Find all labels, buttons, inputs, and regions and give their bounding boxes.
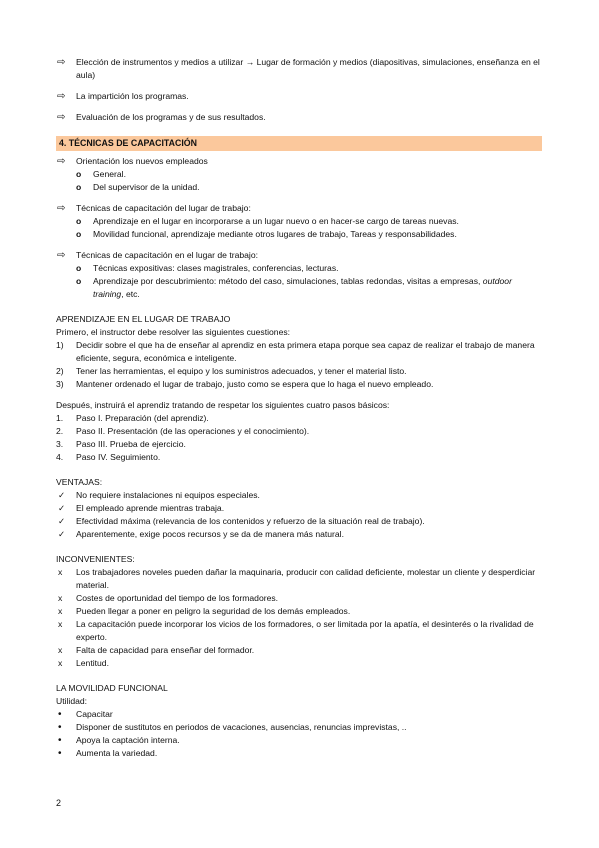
double-arrow-icon: ⇨ — [57, 112, 66, 123]
item-number: 4. — [56, 452, 64, 462]
page-content — [56, 56, 542, 760]
paso-item — [56, 438, 542, 451]
bullet-icon: • — [58, 709, 62, 720]
top-item-2: ⇨ La impartición los programas. — [57, 91, 189, 102]
sub-item: o Movilidad funcional, aprendizaje mediante otros lugares de trabajo, Tareas y responsabilidades. — [76, 229, 457, 239]
sub-item: o General. — [76, 169, 126, 179]
inconveniente-item — [56, 644, 542, 657]
aprendizaje-intro: Primero, el instructor debe resolver las siguientes cuestiones: — [56, 327, 291, 337]
pasos-list — [56, 412, 542, 464]
item-number: 3. — [56, 439, 64, 449]
ventaja-item — [56, 502, 542, 515]
paso-item — [56, 425, 542, 438]
ventaja-item-text: Aparentemente, exige pocos recursos y se da de manera más natural. — [76, 529, 344, 539]
ventajas-list — [56, 489, 542, 541]
inconveniente-item — [56, 592, 542, 605]
ventaja-item — [56, 489, 542, 502]
check-icon: ✓ — [58, 503, 66, 513]
cuestion-item — [56, 365, 542, 378]
inconveniente-item-text: Lentitud. — [76, 658, 109, 668]
page-number: 2 — [56, 798, 62, 808]
cross-icon: x — [58, 619, 63, 629]
movilidad-item — [56, 734, 542, 747]
item-number: 2. — [56, 426, 64, 436]
movilidad-item-text: Apoya la captación interna. — [76, 735, 180, 745]
double-arrow-icon: ⇨ — [57, 91, 66, 102]
ventaja-item — [56, 515, 542, 528]
cross-icon: x — [58, 645, 63, 655]
movilidad-item — [56, 708, 542, 721]
cuestion-item — [56, 378, 542, 391]
circle-bullet-icon: o — [76, 263, 82, 273]
cross-icon: x — [58, 658, 63, 668]
paso-item-text: Paso I. Preparación (del aprendiz). — [76, 413, 209, 423]
ventaja-item — [56, 528, 542, 541]
double-arrow-icon: ⇨ — [57, 250, 66, 261]
circle-bullet-icon: o — [76, 182, 82, 192]
sub-item: o Del supervisor de la unidad. — [76, 182, 200, 192]
section-4-header: 4. TÉCNICAS DE CAPACITACIÓN — [56, 136, 542, 151]
inconvenientes-title: INCONVENIENTES: — [56, 554, 135, 564]
sub-item: o Aprendizaje en el lugar en incorporarse a un lugar nuevo o en hacer-se cargo de tareas nuevas. — [76, 216, 459, 226]
ventaja-item-text: No requiere instalaciones ni equipos especiales. — [76, 490, 260, 500]
paso-item — [56, 451, 542, 464]
bullet-icon: • — [58, 722, 62, 733]
double-arrow-icon: ⇨ — [57, 57, 66, 68]
circle-bullet-icon: o — [76, 276, 82, 286]
check-icon: ✓ — [58, 490, 66, 500]
aprendizaje-title: APRENDIZAJE EN EL LUGAR DE TRABAJO — [56, 314, 231, 324]
inconveniente-item-text: Costes de oportunidad del tiempo de los formadores. — [76, 593, 279, 603]
movilidad-item-text: Aumenta la variedad. — [76, 748, 158, 758]
movilidad-item-text: Capacitar — [76, 709, 113, 719]
item-number: 1) — [56, 340, 64, 350]
section-4-group-3: ⇨ Técnicas de capacitación en el lugar de trabajo: — [57, 250, 259, 261]
despues-text: Después, instruirá el aprendiz tratando de respetar los siguientes cuatro pasos básicos: — [56, 400, 390, 410]
top-item-3: ⇨ Evaluación de los programas y de sus resultados. — [57, 112, 266, 123]
section-4-group-1: ⇨ Orientación los nuevos empleados — [57, 156, 208, 167]
paso-item — [56, 412, 542, 425]
cuestion-item — [56, 339, 542, 365]
inconvenientes-list — [56, 566, 542, 670]
ventaja-item-text: Efectividad máxima (relevancia de los contenidos y refuerzo de la situación real de trabajo). — [76, 516, 425, 526]
cuestion-item-text: Decidir sobre el que ha de enseñar al aprendiz en esta primera etapa porque sea capaz de realizar el trabajo de manera eficiente, segura, económica e inteligente. — [76, 340, 535, 363]
item-number: 3) — [56, 379, 64, 389]
inconveniente-item — [56, 566, 542, 592]
movilidad-subtitle: Utilidad: — [56, 696, 88, 706]
check-icon: ✓ — [58, 529, 66, 539]
inconveniente-item-text: La capacitación puede incorporar los vicios de los formadores, o ser limitada por la apatía, el desinterés o la rivalidad de experto. — [76, 619, 534, 642]
movilidad-item — [56, 747, 542, 760]
circle-bullet-icon: o — [76, 169, 82, 179]
circle-bullet-icon: o — [76, 229, 82, 239]
ventajas-title: VENTAJAS: — [56, 477, 103, 487]
inconveniente-item-text: Pueden llegar a poner en peligro la seguridad de los demás empleados. — [76, 606, 351, 616]
right-arrow-icon: → — [245, 57, 257, 67]
bullet-icon: • — [58, 748, 62, 759]
cross-icon: x — [58, 567, 63, 577]
cuestion-item-text: Tener las herramientas, el equipo y los suministros adecuados, y tener el material listo. — [76, 366, 407, 376]
ventaja-item-text: El empleado aprende mientras trabaja. — [76, 503, 225, 513]
double-arrow-icon: ⇨ — [57, 203, 66, 214]
section-4-group-2: ⇨ Técnicas de capacitación del lugar de trabajo: — [57, 203, 251, 214]
cross-icon: x — [58, 606, 63, 616]
cross-icon: x — [58, 593, 63, 603]
inconveniente-item-text: Los trabajadores noveles pueden dañar la maquinaria, producir con calidad deficiente, molestar un cliente y desperdiciar material. — [76, 567, 536, 590]
item-number: 1. — [56, 413, 64, 423]
double-arrow-icon: ⇨ — [57, 156, 66, 167]
cuestion-item-text: Mantener ordenado el lugar de trabajo, justo como se espera que lo haga el nuevo empleado. — [76, 379, 434, 389]
top-item-1: ⇨ Elección de instrumentos y medios a utilizar → Lugar de formación y medios (diapositivas, simulaciones, enseñanza en el aula) — [57, 57, 540, 80]
sub-item: o Aprendizaje por descubrimiento: método del caso, simulaciones, tablas redondas, visitas a empresas, outdoor training, etc. — [76, 276, 512, 299]
inconveniente-item — [56, 618, 542, 644]
inconveniente-item-text: Falta de capacidad para enseñar del formador. — [76, 645, 255, 655]
movilidad-item-text: Disponer de sustitutos en periodos de vacaciones, ausencias, renuncias imprevistas, .. — [76, 722, 407, 732]
item-number: 2) — [56, 366, 64, 376]
inconveniente-item — [56, 657, 542, 670]
inconveniente-item — [56, 605, 542, 618]
paso-item-text: Paso III. Prueba de ejercicio. — [76, 439, 186, 449]
check-icon: ✓ — [58, 516, 66, 526]
circle-bullet-icon: o — [76, 216, 82, 226]
movilidad-item — [56, 721, 542, 734]
bullet-icon: • — [58, 735, 62, 746]
sub-item: o Técnicas expositivas: clases magistrales, conferencias, lecturas. — [76, 263, 339, 273]
movilidad-title: LA MOVILIDAD FUNCIONAL — [56, 683, 168, 693]
paso-item-text: Paso II. Presentación (de las operaciones y el conocimiento). — [76, 426, 310, 436]
paso-item-text: Paso IV. Seguimiento. — [76, 452, 161, 462]
movilidad-list — [56, 708, 542, 760]
cuestiones-list — [56, 339, 542, 391]
